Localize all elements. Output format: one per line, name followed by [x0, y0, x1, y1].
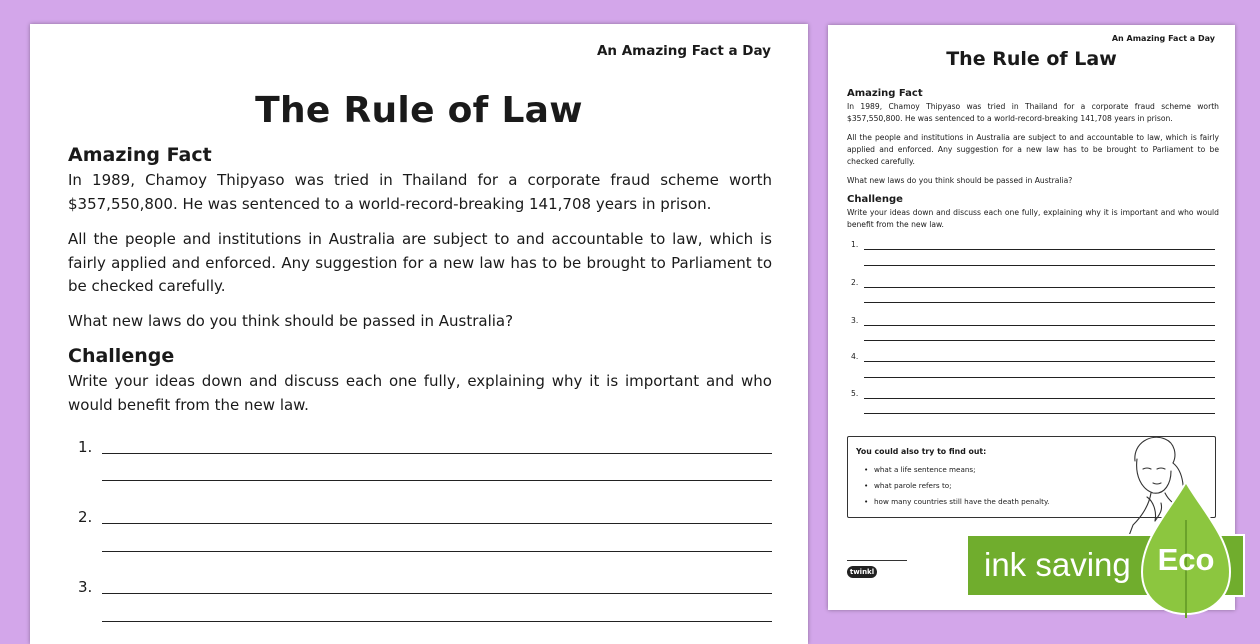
answer-line[interactable]: [102, 480, 772, 481]
answer-line[interactable]: [102, 551, 772, 552]
challenge-heading: Challenge: [68, 345, 175, 367]
footer-divider: [847, 560, 907, 561]
answer-number: 3.: [78, 578, 93, 596]
fact-paragraph: In 1989, Chamoy Thipyaso was tried in Thailand for a corporate fraud scheme worth $357,550,800. He was sentenced to a world-record-breaking 141,708 years in prison.: [847, 102, 1219, 124]
extension-item: • what a life sentence means;: [874, 465, 976, 474]
challenge-heading: Challenge: [847, 194, 903, 205]
answer-line[interactable]: [864, 287, 1215, 288]
answer-number: 3.: [851, 316, 859, 325]
answer-number: 1.: [851, 240, 859, 249]
challenge-paragraph: Write your ideas down and discuss each one fully, explaining why it is important and who would benefit from the new law.: [68, 372, 772, 414]
answer-line[interactable]: [102, 523, 772, 524]
amazing-fact-heading: Amazing Fact: [68, 144, 212, 166]
answer-number: 2.: [78, 508, 93, 526]
question-paragraph: What new laws do you think should be passed in Australia?: [68, 312, 514, 330]
amazing-fact-heading: Amazing Fact: [847, 88, 923, 99]
answer-line[interactable]: [864, 249, 1215, 250]
extension-item: • how many countries still have the death penalty.: [874, 497, 1049, 506]
context-paragraph: All the people and institutions in Australia are subject to and accountable to law, which is fairly applied and enforced. Any suggestion for a new law has to be brought to Parliament to be checked carefully.: [68, 230, 772, 295]
answer-line[interactable]: [102, 593, 772, 594]
context-paragraph: All the people and institutions in Australia are subject to and accountable to law, which is fairly applied and enforced. Any suggestion for a new law has to be brought to Parliament to be checked carefully.: [847, 133, 1219, 167]
answer-line[interactable]: [864, 302, 1215, 303]
extension-box-title: You could also try to find out:: [856, 447, 987, 456]
twinkl-logo: twinkl: [847, 566, 877, 578]
eco-leaf-label: Eco: [1157, 542, 1215, 577]
question-paragraph: What new laws do you think should be passed in Australia?: [847, 176, 1073, 185]
page-title: The Rule of Law: [946, 48, 1117, 70]
series-label: An Amazing Fact a Day: [596, 43, 771, 59]
ink-saving-label: ink saving: [984, 546, 1131, 583]
answer-number: 5.: [851, 389, 859, 398]
answer-line[interactable]: [864, 325, 1215, 326]
extension-item: • what parole refers to;: [874, 481, 952, 490]
challenge-paragraph: Write your ideas down and discuss each one fully, explaining why it is important and who would benefit from the new law.: [847, 208, 1219, 230]
page-title: The Rule of Law: [255, 90, 583, 131]
answer-line[interactable]: [864, 265, 1215, 266]
answer-number: 1.: [78, 438, 93, 456]
answer-number: 2.: [851, 278, 859, 287]
series-label: An Amazing Fact a Day: [1111, 34, 1215, 43]
fact-paragraph: In 1989, Chamoy Thipyaso was tried in Thailand for a corporate fraud scheme worth $357,550,800. He was sentenced to a world-record-breaking 141,708 years in prison.: [68, 171, 772, 213]
answer-line[interactable]: [864, 340, 1215, 341]
answer-line[interactable]: [102, 621, 772, 622]
answer-line[interactable]: [864, 377, 1215, 378]
answer-line[interactable]: [102, 453, 772, 454]
worksheet-page-large: [30, 24, 808, 644]
answer-line[interactable]: [864, 413, 1215, 414]
answer-line[interactable]: [864, 398, 1215, 399]
answer-number: 4.: [851, 352, 859, 361]
answer-line[interactable]: [864, 361, 1215, 362]
